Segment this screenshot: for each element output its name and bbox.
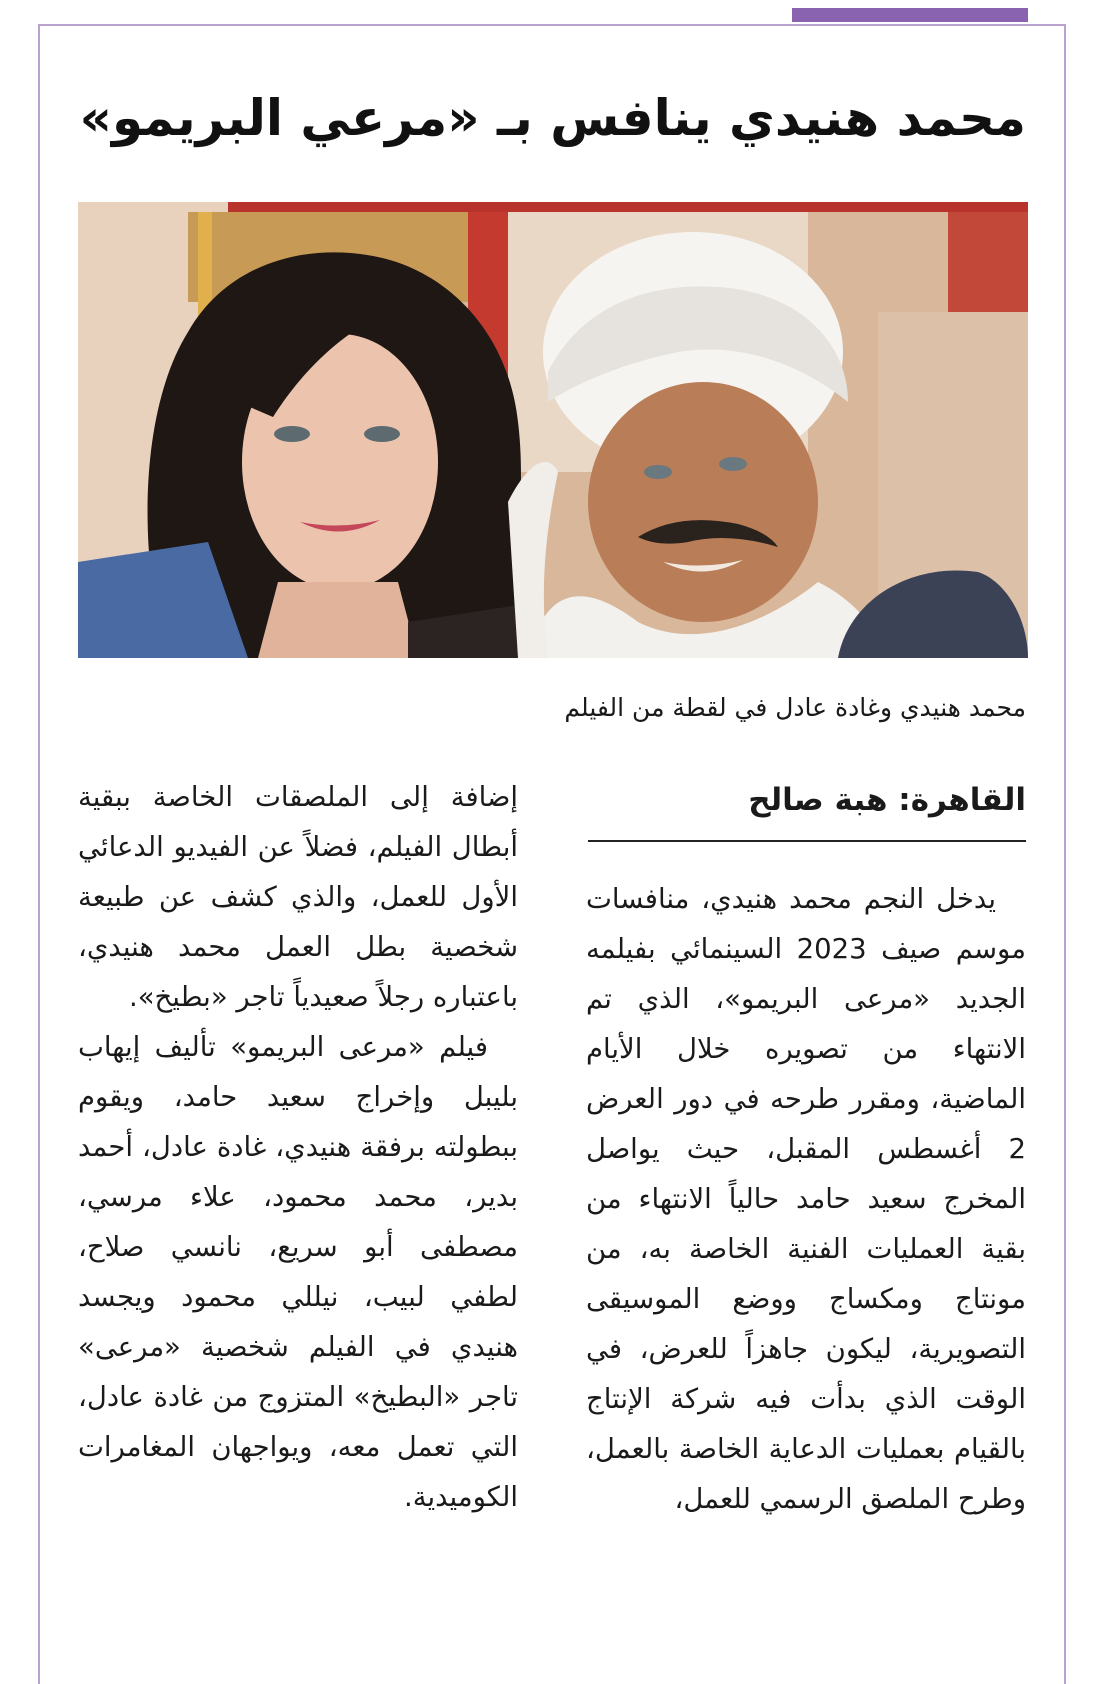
paragraph: يدخل النجم محمد هنيدي، منافسات موسم صيف 2023 السينمائي بفيلمه الجديد «مرعى البريمو»، الذي تم الانتهاء من تصويره خلال الأيام الماضية، ومقرر طرحه في دور العرض 2 أغسطس المقبل، حيث يواصل المخرج سعيد حامد حالياً الانتهاء من بقية العمليات الفنية الخاصة به، من مونتاج ومكساج ووضع الموسيقى التصويرية، ليكون جاهزاً للعرض، في الوقت الذي بدأت فيه شركة الإنتاج بالقيام بعمليات الدعاية الخاصة بالعمل، وطرح الملصق الرسمي للعمل،: [586, 883, 1026, 1515]
article-column-left: [78, 772, 518, 1522]
article-photo: [78, 202, 1028, 658]
paragraph: إضافة إلى الملصقات الخاصة ببقية أبطال الفيلم، فضلاً عن الفيديو الدعائي الأول للعمل، والذي كشف عن طبيعة شخصية بطل العمل محمد هنيدي، باعتباره رجلاً صعيدياً تاجر «بطيخ».: [78, 781, 518, 1013]
section-tab: [792, 8, 1028, 22]
byline: القاهرة: هبة صالح: [748, 782, 1026, 818]
article-column-right: [586, 874, 1026, 1524]
paragraph: فيلم «مرعى البريمو» تأليف إيهاب بليبل وإخراج سعيد حامد، ويقوم ببطولته برفقة هنيدي، غادة عادل، أحمد بدير، محمد محمود، علاء مرسي، مصطفى أبو سريع، نانسي صلاح، لطفي لبيب، نيللي محمود ويجسد هنيدي في الفيلم شخصية «مرعى» تاجر «البطيخ» المتزوج من غادة عادل، التي تعمل معه، ويواجهان المغامرات الكوميدية.: [78, 1031, 518, 1513]
photo-caption: محمد هنيدي وغادة عادل في لقطة من الفيلم: [564, 693, 1026, 722]
byline-divider: [588, 840, 1026, 842]
headline: محمد هنيدي ينافس بـ «مرعي البريمو»: [79, 89, 1026, 147]
